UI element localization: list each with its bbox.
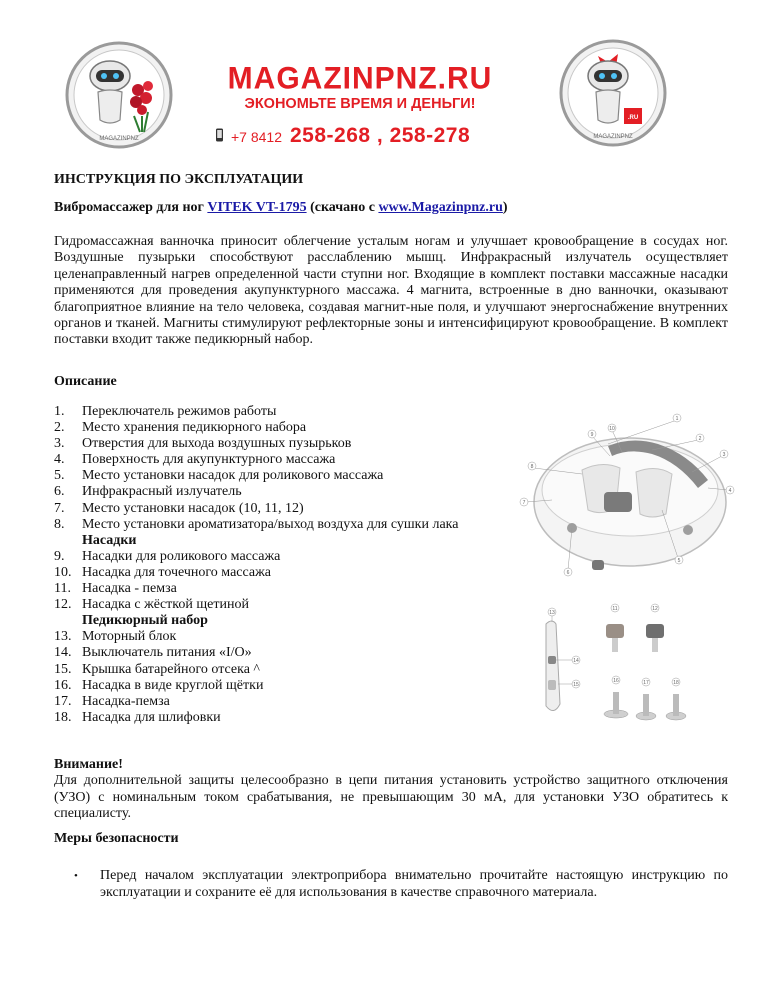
list-item (54, 549, 504, 565)
list-item-text: Выключатель питания «I/O» (82, 645, 252, 661)
bath-label: 1 (675, 416, 679, 422)
bath-label: 8 (530, 464, 534, 470)
list-item-text: Насадка с жёсткой щетиной (82, 597, 249, 613)
list-item-text: Место установки насадок для роликового массажа (82, 468, 384, 484)
list-item (54, 484, 504, 500)
list-item (54, 645, 504, 661)
bath-label: 10 (609, 426, 615, 432)
list-item (54, 597, 504, 613)
list-item (54, 565, 504, 581)
list-item-number: 13. (54, 629, 72, 645)
pedicure-set-illustration (540, 596, 700, 728)
bath-label: 4 (728, 488, 732, 494)
list-item-text: Насадка-пемза (82, 693, 170, 709)
list-item-number: 8. (54, 516, 65, 532)
list-item-number: 2. (54, 420, 65, 436)
list-item-text: Насадки для роликового массажа (82, 548, 281, 564)
foot-bath-illustration (512, 410, 744, 582)
list-item-number: 17. (54, 693, 72, 709)
list-item-number: 7. (54, 500, 65, 516)
tools-label: 11 (612, 606, 618, 612)
bath-label: 5 (677, 558, 681, 564)
document-subtitle (54, 200, 508, 216)
tools-label: 13 (549, 610, 555, 616)
list-item (54, 501, 504, 517)
attention-text: Для дополнительной защиты целесообразно в цепи питания установить устройство защитного отключения (УЗО) с номинальным током срабатывания, не превышающим 30 мА, для установки УЗО обратитесь к специалисту. (54, 773, 728, 822)
list-item-number: 12. (54, 597, 72, 613)
robot-mascot-right-logo (558, 38, 668, 148)
list-item (54, 662, 504, 678)
list-item-text: Насадка - пемза (82, 581, 177, 597)
pedicure-heading: Педикюрный набор (82, 613, 208, 629)
attention-block (54, 757, 728, 823)
list-item-text: Место установки ароматизатора/выход воздуха для сушки лака (82, 516, 459, 532)
phone-numbers: 258-268 , 258-278 (290, 124, 471, 147)
list-item-text: Отверстия для выхода воздушных пузырьков (82, 436, 352, 452)
bath-label: 6 (566, 570, 570, 576)
tools-label: 16 (613, 678, 619, 684)
tools-label: 12 (652, 606, 658, 612)
list-item (54, 420, 504, 436)
list-item-number: 14. (54, 645, 72, 661)
list-item-text: Инфракрасный излучатель (82, 484, 242, 500)
tools-label: 15 (573, 682, 579, 688)
list-item-number: 10. (54, 564, 72, 580)
safety-item-text: Перед началом эксплуатации электроприбора внимательно прочитайте настоящую инструкцию по эксплуатации и сохраните её для использования в качестве справочного материала. (100, 868, 728, 900)
list-item-text: Насадка для шлифовки (82, 709, 221, 725)
list-item-number: 15. (54, 661, 72, 677)
safety-list-item (74, 868, 728, 901)
robot-badge-text-left: MAGAZINPNZ (99, 136, 139, 142)
brand-phone (215, 124, 470, 148)
list-item-number: 9. (54, 548, 65, 564)
subtitle-middle: (скачано с (306, 200, 379, 215)
list-item (54, 581, 504, 597)
list-item-text: Крышка батарейного отсека ^ (82, 661, 260, 677)
subtitle-prefix: Вибромассажер для ног (54, 200, 208, 215)
tools-label: 18 (673, 680, 679, 686)
list-item-number: 6. (54, 484, 65, 500)
list-item-text: Поверхность для акупунктурного массажа (82, 452, 336, 468)
list-item-text: Место хранения педикюрного набора (82, 420, 307, 436)
phone-icon (215, 128, 224, 142)
list-item-number: 11. (54, 581, 71, 597)
bullet-marker: • (74, 870, 78, 882)
list-item (54, 694, 504, 710)
brand-slogan: ЭКОНОМЬТЕ ВРЕМЯ И ДЕНЬГИ! (244, 96, 476, 112)
phone-prefix: +7 8412 (231, 129, 282, 145)
site-link[interactable]: www.Magazinpnz.ru (378, 200, 503, 215)
list-item-number: 4. (54, 452, 65, 468)
list-item-text: Насадка для точечного массажа (82, 564, 271, 580)
badge-ru-text: .RU (627, 115, 639, 121)
tools-label: 17 (643, 680, 649, 686)
list-item (54, 517, 504, 533)
tools-label: 14 (573, 658, 579, 664)
list-item (54, 678, 504, 694)
parts-list (54, 404, 504, 726)
bath-label: 7 (522, 500, 526, 506)
list-item-number: 1. (54, 404, 65, 419)
list-item-number: 3. (54, 436, 65, 452)
subtitle-suffix: ) (502, 200, 508, 215)
document-title: ИНСТРУКЦИЯ ПО ЭКСПЛУАТАЦИИ (54, 172, 304, 187)
bath-label: 3 (722, 452, 726, 458)
robot-mascot-left-logo (64, 40, 174, 150)
list-item (54, 404, 504, 420)
intro-paragraph: Гидромассажная ванночка приносит облегчение усталым ногам и улучшает кровообращение в сосудах ног. Воздушные пузырьки способствуют расслаблению мышц. Инфракрасный излучатель осуществляет целенаправленный нагрев определенной части ступни ног. Входящие в комплект поставки массажные насадки применяются для проведения акупунктурного массажа. 4 магнита, встроенные в дно ванночки, оказывают благоприятное влияние на тело человека, создавая магнит-ные поля, и улучшают энергоснабжение внутренних органов и тканей. Магниты стимулируют рефлекторные зоны и интенсифицируют кровообращение. В комплект поставки входит также педикюрный набор. (54, 234, 728, 348)
list-item (54, 452, 504, 468)
list-item (54, 629, 504, 645)
robot-badge-text-right: MAGAZINPNZ (593, 134, 633, 140)
list-item-text: Насадка в виде круглой щётки (82, 677, 264, 693)
list-item-number: 18. (54, 709, 72, 725)
list-item-text: Переключатель режимов работы (82, 404, 277, 419)
list-item-number: 16. (54, 677, 72, 693)
description-heading: Описание (54, 374, 117, 389)
list-item (54, 436, 504, 452)
attention-heading: Внимание! (54, 757, 123, 772)
list-item (54, 468, 504, 484)
bath-label: 2 (698, 436, 702, 442)
list-item-text: Место установки насадок (10, 11, 12) (82, 500, 304, 516)
brand-name[interactable]: MAGAZINPNZ.RU (227, 61, 493, 96)
model-link[interactable]: VITEK VT-1795 (207, 200, 307, 215)
list-item (54, 710, 504, 726)
brand-block (222, 61, 498, 112)
safety-heading: Меры безопасности (54, 831, 179, 846)
attachments-heading: Насадки (82, 532, 137, 548)
list-item-number: 5. (54, 468, 65, 484)
bath-label: 9 (590, 432, 594, 438)
list-item-text: Моторный блок (82, 629, 177, 645)
